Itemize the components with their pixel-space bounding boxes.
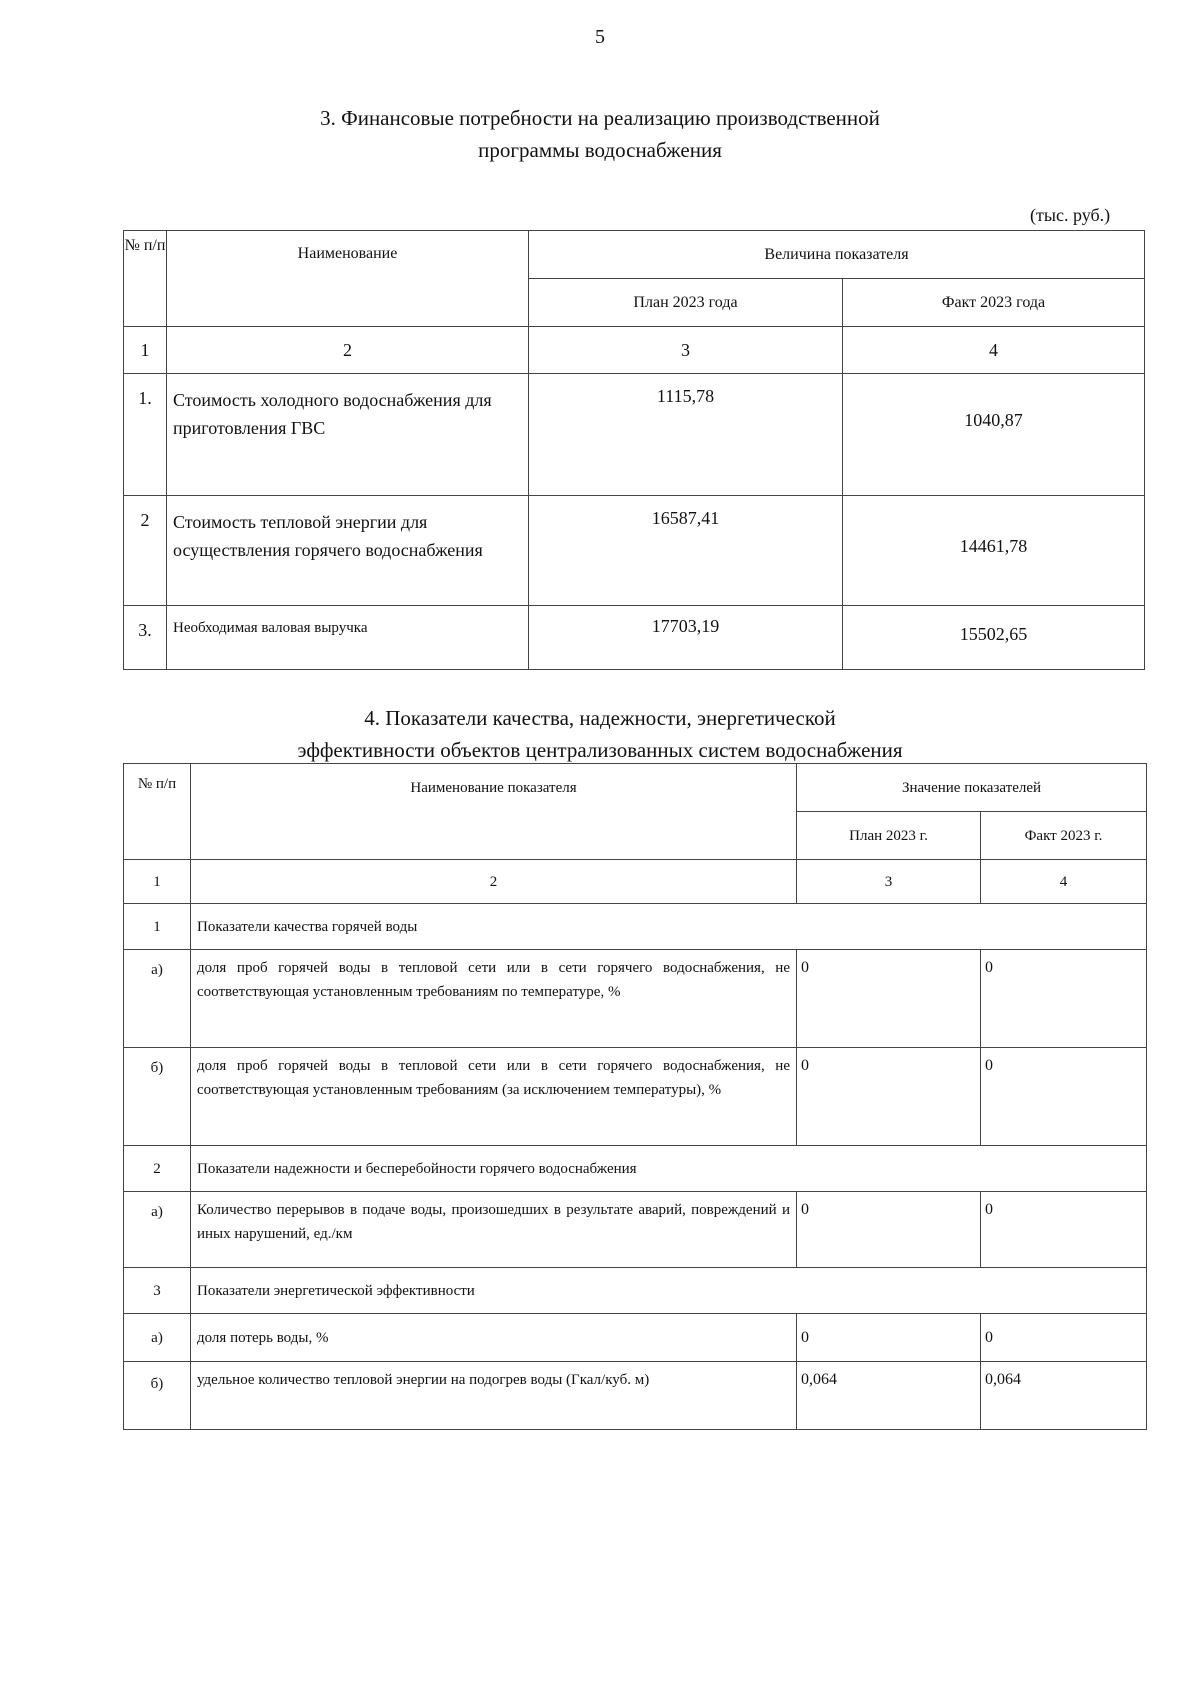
row-fact: 14461,78 [843, 496, 1145, 606]
table-row [124, 496, 1145, 606]
row-fact: 0 [981, 950, 1147, 1048]
row-fact: 0 [981, 1048, 1147, 1146]
row-fact: 1040,87 [843, 374, 1145, 496]
section-4-title-line2: эффективности объектов централизованных систем водоснабжения [297, 738, 903, 762]
group-num: 1 [124, 904, 191, 950]
financial-needs-table [123, 230, 1145, 670]
section-4-title-line1: 4. Показатели качества, надежности, энергетической [364, 706, 836, 730]
units-label: (тыс. руб.) [1030, 205, 1111, 225]
row-name: Необходимая валовая выручка [167, 606, 529, 670]
col-number: 4 [981, 860, 1147, 904]
row-plan: 16587,41 [529, 496, 843, 606]
col-number: 2 [167, 327, 529, 374]
row-plan: 0 [797, 1048, 981, 1146]
row-name: Стоимость тепловой энергии для осуществления горячего водоснабжения [167, 496, 529, 606]
row-fact: 0,064 [981, 1362, 1147, 1430]
column-numbers-row [124, 860, 1147, 904]
group-num: 3 [124, 1268, 191, 1314]
table-row [124, 1192, 1147, 1268]
group-title: Показатели надежности и бесперебойности горячего водоснабжения [191, 1146, 1147, 1192]
section-4-title [0, 702, 1200, 766]
header-num: № п/п [124, 231, 167, 327]
header-name: Наименование показателя [191, 764, 797, 860]
col-number: 3 [797, 860, 981, 904]
col-number: 1 [124, 327, 167, 374]
row-num: 3. [124, 606, 167, 670]
header-fact: Факт 2023 года [843, 279, 1145, 327]
row-name: удельное количество тепловой энергии на подогрев воды (Гкал/куб. м) [191, 1362, 797, 1430]
group-row [124, 1268, 1147, 1314]
group-num: 2 [124, 1146, 191, 1192]
row-plan: 0 [797, 1314, 981, 1362]
header-name: Наименование [167, 231, 529, 327]
row-num: а) [124, 1192, 191, 1268]
row-plan: 0 [797, 1192, 981, 1268]
section-3-title-line1: 3. Финансовые потребности на реализацию производственной [320, 106, 880, 130]
col-number: 3 [529, 327, 843, 374]
group-title: Показатели качества горячей воды [191, 904, 1147, 950]
table-row [124, 1362, 1147, 1430]
header-fact: Факт 2023 г. [981, 812, 1147, 860]
row-fact: 15502,65 [843, 606, 1145, 670]
table-row [124, 1048, 1147, 1146]
row-name: доля потерь воды, % [191, 1314, 797, 1362]
header-plan: План 2023 года [529, 279, 843, 327]
row-num: б) [124, 1362, 191, 1430]
row-num: а) [124, 950, 191, 1048]
row-num: 2 [124, 496, 167, 606]
col-number: 4 [843, 327, 1145, 374]
header-value-group: Величина показателя [529, 231, 1145, 279]
table-row [124, 374, 1145, 496]
section-3-title [0, 102, 1200, 166]
row-name: Стоимость холодного водоснабжения для приготовления ГВС [167, 374, 529, 496]
column-numbers-row [124, 327, 1145, 374]
group-row [124, 904, 1147, 950]
col-number: 2 [191, 860, 797, 904]
header-plan: План 2023 г. [797, 812, 981, 860]
row-num: б) [124, 1048, 191, 1146]
quality-indicators-table [123, 763, 1147, 1430]
row-num: 1. [124, 374, 167, 496]
row-fact: 0 [981, 1314, 1147, 1362]
row-plan: 1115,78 [529, 374, 843, 496]
row-name: доля проб горячей воды в тепловой сети или в сети горячего водоснабжения, не соответствующая установленным требованиям по температуре, % [191, 950, 797, 1048]
col-number: 1 [124, 860, 191, 904]
header-num: № п/п [124, 764, 191, 860]
row-plan: 0 [797, 950, 981, 1048]
row-num: а) [124, 1314, 191, 1362]
table-row [124, 1314, 1147, 1362]
section-3-title-line2: программы водоснабжения [478, 138, 722, 162]
page-number: 5 [595, 26, 605, 48]
row-name: доля проб горячей воды в тепловой сети или в сети горячего водоснабжения, не соответствующая установленным требованиям (за исключением температуры), % [191, 1048, 797, 1146]
table-row [124, 950, 1147, 1048]
row-plan: 0,064 [797, 1362, 981, 1430]
row-name: Количество перерывов в подаче воды, произошедших в результате аварий, повреждений и иных нарушений, ед./км [191, 1192, 797, 1268]
header-value-group: Значение показателей [797, 764, 1147, 812]
row-fact: 0 [981, 1192, 1147, 1268]
row-plan: 17703,19 [529, 606, 843, 670]
group-row [124, 1146, 1147, 1192]
table-row [124, 606, 1145, 670]
group-title: Показатели энергетической эффективности [191, 1268, 1147, 1314]
